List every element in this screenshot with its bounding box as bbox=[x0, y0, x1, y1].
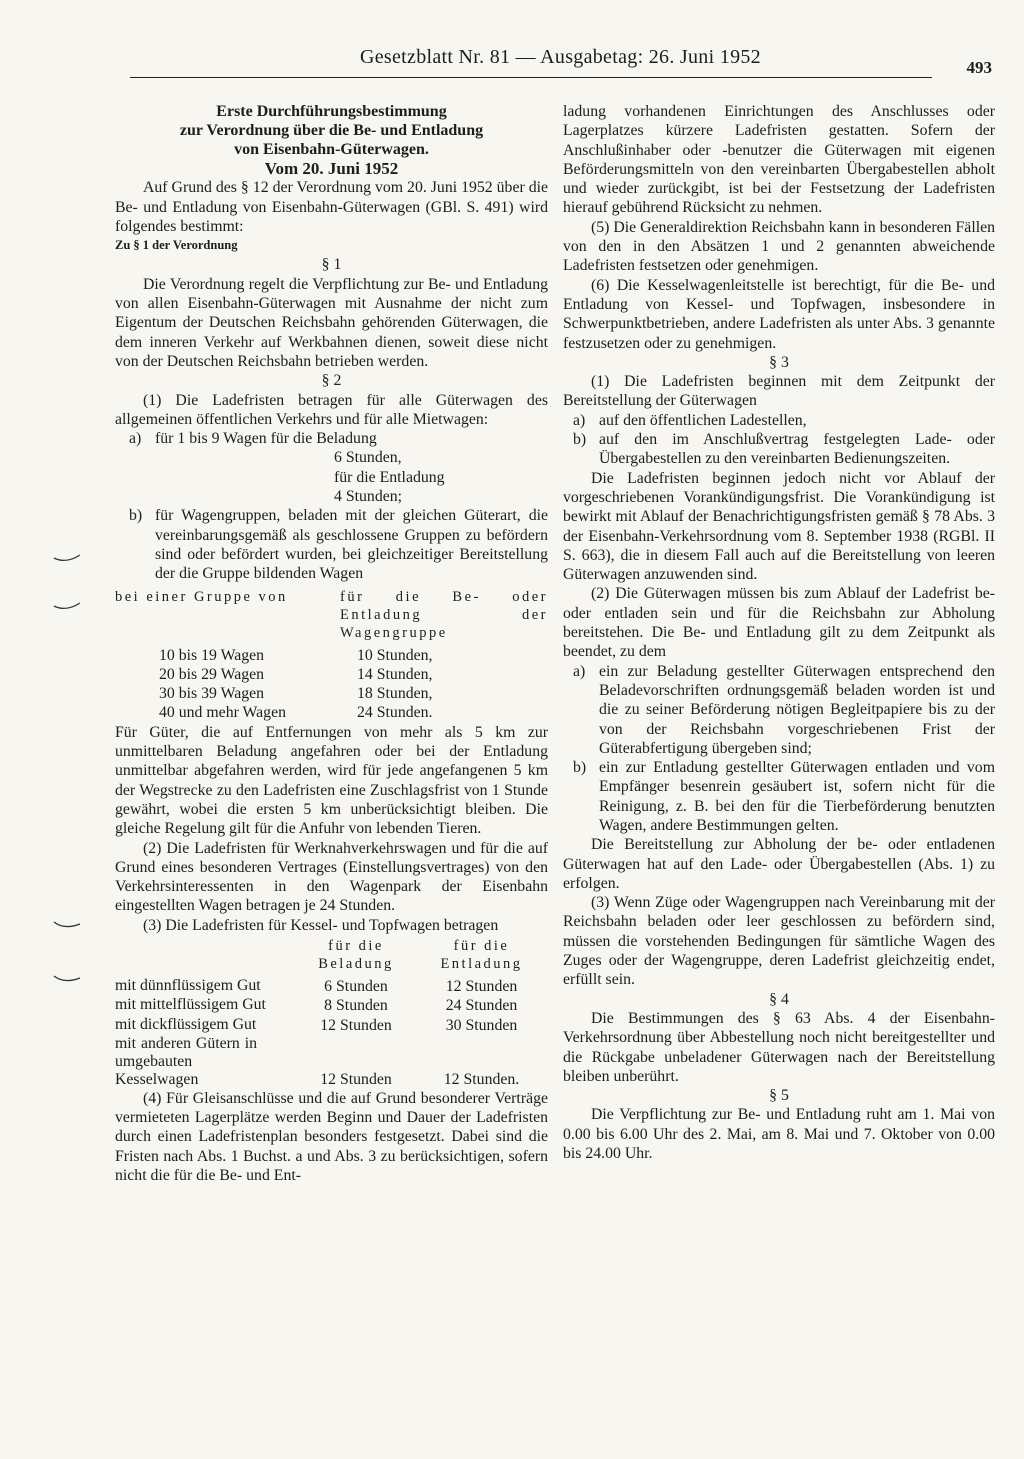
tank-row-label: mit dünnflüssigem Gut bbox=[115, 976, 261, 994]
page-number: 493 bbox=[966, 58, 992, 77]
header-rule bbox=[130, 77, 932, 78]
margin-mark bbox=[52, 600, 82, 612]
tank-row-ent: 12 Stunden. bbox=[443, 1070, 520, 1088]
group-table bbox=[159, 646, 548, 723]
s3-2-item-b-label: b) bbox=[573, 759, 587, 777]
tank-row-bel: 8 Stunden bbox=[324, 997, 388, 1015]
subheading: Zu § 1 der Verordnung bbox=[115, 238, 238, 253]
s2-item-a bbox=[129, 429, 548, 448]
section-5-text: Die Verpflichtung zur Be- und Entladung ruht am 1. Mai von 0.00 bis 6.00 Uhr des 2. Mai, am 8. Mai und 7. Oktober von 0.00 bis 24.00 Uhr. bbox=[563, 1106, 995, 1163]
s2-paragraph-6: (6) Die Kesselwagenleitstelle ist berechtigt, für die Be- und Entladung von Kessel- und Topfwagen, insbesondere in Schwerpunktbetrieben, andere Ladefristen als unter Abs. 3 genannte festzusetzen oder zu genehmigen. bbox=[563, 276, 995, 352]
s2-paragraph-4-continued: ladung vorhandenen Einrichtungen des Anschlusses oder Lagerplatzes kürzere Ladefristen gestatten. Sofern der Anschlußinhaber oder -benutzer die Güterwagen mit eigenen Beförderungsmitteln von den vereinbarten Übergabestellen abholt und wieder zurückgibt, ist bei der Festsetzung der Ladefristen hierauf gebührend Rücksicht zu nehmen. bbox=[563, 103, 995, 217]
tank-row-ent: 12 Stunden bbox=[445, 977, 518, 995]
preamble: Auf Grund des § 12 der Verordnung vom 20. Juni 1952 über die Be- und Entladung von Eisenbahn-Güterwagen (GBl. S. 491) wird folgendes bestimmt: bbox=[115, 179, 548, 235]
tank-row-ent: 24 Stunden bbox=[445, 997, 518, 1015]
doc-title-line1: Erste Durchführungsbestimmung bbox=[216, 103, 447, 120]
s3-item-b-text: auf den im Anschlußvertrag festgelegten Lade- oder Übergabestellen zu den vereinbarten Bedienungszeiten. bbox=[599, 431, 995, 468]
doc-title-line3: von Eisenbahn-Güterwagen. bbox=[234, 141, 429, 158]
s3-2-item-b bbox=[573, 758, 995, 835]
margin-mark bbox=[52, 552, 82, 564]
section-3-heading: § 3 bbox=[769, 353, 789, 371]
group-table-header bbox=[115, 588, 548, 642]
tank-head-beladung: für die Beladung bbox=[318, 937, 394, 972]
s3-2-item-b-text: ein zur Entladung gestellter Güterwagen entladen und vom Empfänger besenrein gesäubert ist, sofern nicht für die Reinigung, z. B. bei den für die Tierbeförderung benutzten Wagen, andere Bestimmungen gelten. bbox=[599, 759, 995, 834]
s2-fuer-gueter: Für Güter, die auf Entfernungen von mehr als 5 km zur unmittelbaren Beladung angefahren oder bei der Entladung unmittelbar abgefahren werden, wird für jede angefangenen 5 km der Wegstrecke zu den Ladefristen eine Zuschlagsfrist von 1 Stunde gewährt, wobei die ersten 5 km unberücksichtigt bleiben. Die gleiche Regelung gilt für die Anfuhr von lebenden Tieren. bbox=[115, 723, 548, 838]
s3-2-item-a-label: a) bbox=[573, 662, 586, 680]
group-size: 10 bis 19 Wagen bbox=[159, 646, 265, 664]
tank-table-header bbox=[115, 937, 548, 973]
margin-mark bbox=[52, 918, 82, 930]
s2-paragraph-4-start: (4) Für Gleisanschlüsse und die auf Grund besonderer Verträge vermieteten Lagerplätze werden Beginn und Dauer der Ladefristen durch einen Ladefristenplan besonders festgesetzt. Dabei sind die Fristen nach Abs. 1 Buchst. a und Abs. 3 zu berücksichtigen, sofern nicht die für die Be- und Ent- bbox=[115, 1089, 548, 1185]
doc-title-line2: zur Verordnung über die Be- und Entladung bbox=[179, 122, 484, 139]
a-entladung-hours: 4 Stunden; bbox=[334, 488, 403, 506]
s3-paragraph-2c: Die Bereitstellung zur Abholung der be- oder entladenen Güterwagen hat auf den Lade- oder Übergabestellen (Abs. 1) zu erfolgen. bbox=[563, 836, 995, 892]
a-beladung-hours: 6 Stunden, bbox=[334, 449, 402, 467]
header-title: Gesetzblatt Nr. 81 — Ausgabetag: 26. Juni 1952 bbox=[360, 46, 761, 68]
s2-item-a-text: für 1 bis 9 Wagen für die Beladung bbox=[155, 430, 377, 448]
tank-row-label: mit dickflüssigem Gut bbox=[115, 1015, 257, 1033]
section-4-text: Die Bestimmungen des § 63 Abs. 4 der Eisenbahn-Verkehrsordnung über Abbestellung noch nicht bereitgestellter und die Rückgabe unbeladener Güterwagen nach der Bereitstellung bleiben unberührt. bbox=[563, 1009, 995, 1085]
section-2-heading: § 2 bbox=[321, 372, 342, 390]
s3-paragraph-1: (1) Die Ladefristen beginnen mit dem Zeitpunkt der Bereitstellung der Güterwagen bbox=[563, 373, 995, 410]
a-entladung-label: für die Entladung bbox=[334, 468, 445, 486]
group-size: 30 bis 39 Wagen bbox=[159, 685, 265, 703]
group-time: 14 Stunden, bbox=[357, 665, 433, 683]
group-time: 10 Stunden, bbox=[357, 646, 433, 664]
s2-paragraph-2: (2) Die Ladefristen für Werknahverkehrswagen und für die auf Grund eines besonderen Vertrages (Einstellungsvertrages) von den Verkehrsinteressenten in den Wagenpark der Eisenbahn eingestellten Wagen betragen je 24 Stunden. bbox=[115, 839, 548, 915]
s2-item-b bbox=[129, 506, 548, 583]
section-4-heading: § 4 bbox=[769, 990, 789, 1008]
s3-item-a-text: auf den öffentlichen Ladestellen, bbox=[599, 411, 807, 429]
group-size: 40 und mehr Wagen bbox=[159, 704, 286, 722]
s2-paragraph-5: (5) Die Generaldirektion Reichsbahn kann in besonderen Fällen von den in den Absätzen 1 und 2 genannten abweichende Ladefristen festsetzen oder genehmigen. bbox=[563, 218, 996, 275]
margin-mark bbox=[52, 972, 82, 984]
s3-item-a bbox=[573, 411, 995, 430]
s2-item-b-label: b) bbox=[129, 507, 143, 525]
section-5-heading: § 5 bbox=[769, 1087, 789, 1105]
page-header bbox=[130, 44, 996, 78]
group-time: 24 Stunden. bbox=[357, 704, 433, 722]
s2-item-a-label: a) bbox=[129, 430, 142, 448]
s3-paragraph-3: (3) Wenn Züge oder Wagengruppen nach Vereinbarung mit der Reichsbahn beladen oder leer geschlossen zu befördern sind, müssen die vorstehenden Bedingungen für sämtliche Wagen des Zuges oder der Wagengruppe, deren Ladefrist gleichzeitig endet, erfüllt sein. bbox=[563, 894, 995, 989]
tank-row-label: mit mittelflüssigem Gut bbox=[115, 996, 266, 1014]
right-column bbox=[563, 102, 995, 1163]
s3-2-item-a bbox=[573, 662, 995, 758]
left-column bbox=[115, 102, 548, 1185]
doc-date: Vom 20. Juni 1952 bbox=[264, 159, 399, 178]
tank-row-ent: 30 Stunden bbox=[445, 1016, 518, 1034]
tank-row-label: mit anderen Gütern in umgebauten Kesselwagen bbox=[115, 1034, 257, 1088]
group-head-right: für die Be- oder Entladung der Wagengruppe bbox=[340, 588, 548, 641]
s2-paragraph-1: (1) Die Ladefristen betragen für alle Güterwagen des allgemeinen öffentlichen Verkehrs und für alle Mietwagen: bbox=[115, 391, 548, 428]
tank-row-bel: 12 Stunden bbox=[320, 1070, 392, 1088]
s3-paragraph-2: (2) Die Güterwagen müssen bis zum Ablauf der Ladefrist be- oder entladen sein und für die Reichsbahn zur Abholung bereitstehen. Die Be- und Entladung gilt zu dem Zeitpunkt als beendet, zu dem bbox=[563, 585, 995, 661]
group-size: 20 bis 29 Wagen bbox=[159, 665, 265, 683]
s3-item-a-label: a) bbox=[573, 411, 586, 429]
group-time: 18 Stunden, bbox=[357, 685, 433, 703]
s2-item-a-schedule bbox=[155, 448, 548, 506]
section-1-text: Die Verordnung regelt die Verpflichtung zur Be- und Entladung von allen Eisenbahn-Güterwagen mit Ausnahme der nicht zum Eigentum der Deutschen Reichsbahn gehörenden Güterwagen, die dem inneren Verkehr auf Werkbahnen dienen, soweit diese nicht von der Deutschen Reichsbahn betrieben werden. bbox=[115, 275, 548, 370]
tank-row-bel: 12 Stunden bbox=[320, 1016, 392, 1034]
tank-row-bel: 6 Stunden bbox=[324, 977, 388, 995]
s3-2-item-a-text: ein zur Beladung gestellter Güterwagen entsprechend den Beladevorschriften ordnungsgemäß beladen worden ist und die zu seiner Beförderung nötigen Begleitpapiere bis zu der von der Reichsbahn vorgeschriebenen Frist der Güterabfertigung übergeben sind; bbox=[599, 662, 995, 757]
section-1-heading: § 1 bbox=[321, 256, 342, 274]
s2-item-b-text: für Wagengruppen, beladen mit der gleichen Güterart, die vereinbarungsgemäß als geschlossene Gruppen zu befördern sind oder befördert wurden, bei gleichzeitiger Bereitstellung der die Gruppe bildenden Wagen bbox=[155, 507, 548, 583]
s2-paragraph-3-intro: (3) Die Ladefristen für Kessel- und Topfwagen betragen bbox=[143, 916, 499, 934]
tank-head-entladung: für die Entladung bbox=[440, 937, 523, 972]
group-head-left: bei einer Gruppe von bbox=[115, 588, 288, 605]
tank-table bbox=[115, 977, 548, 1089]
s3-paragraph-1b: Die Ladefristen beginnen jedoch nicht vor Ablauf der vorgeschriebenen Vorankündigungsfrist. Die Vorankündigung ist bewirkt mit Ablauf der Benachrichtigungsfristen gemäß § 78 Abs. 3 der Eisenbahn-Verkehrsordnung vom 8. September 1938 (RGBl. II S. 663), die in diesem Fall auch auf die Bereitstellung von leeren Güterwagen anzuwenden sind. bbox=[563, 469, 995, 584]
s3-item-b-label: b) bbox=[573, 431, 587, 449]
s3-item-b bbox=[573, 430, 995, 469]
